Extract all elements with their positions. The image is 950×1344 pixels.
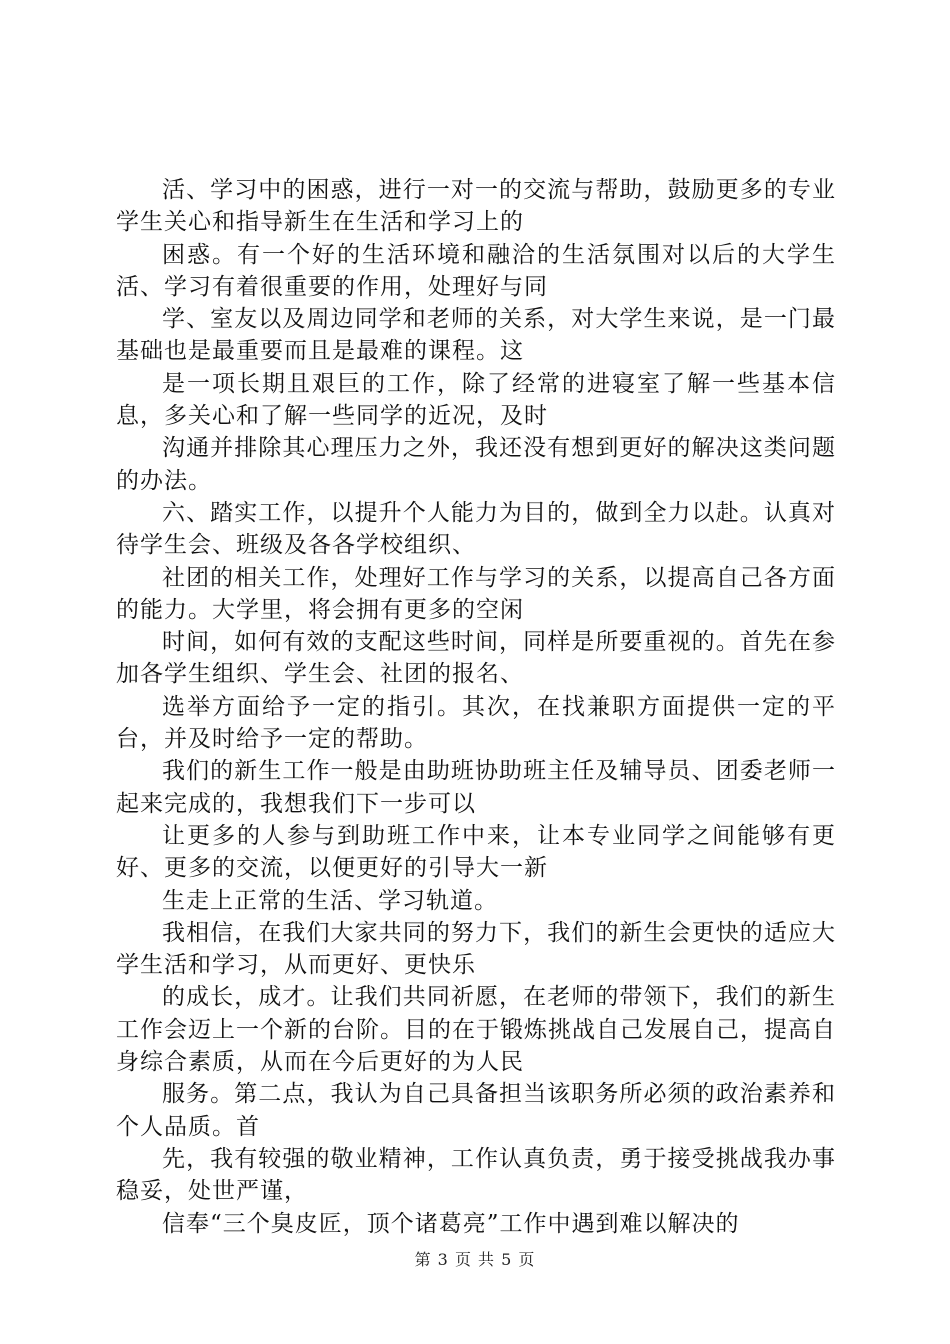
paragraph: 是一项长期且艰巨的工作，除了经常的进寝室了解一些基本信息，多关心和了解一些同学的近况，及时 (116, 370, 836, 430)
page-number-footer: 第 3 页 共 5 页 (414, 1250, 536, 1269)
paragraph: 信奉“三个臭皮匠，顶个诸葛亮”工作中遇到难以解决的 (162, 1210, 740, 1237)
paragraph: 我们的新生工作一般是由助班协助班主任及辅导员、团委老师一起来完成的，我想我们下一步可以 (116, 758, 836, 817)
paragraph: 时间，如何有效的支配这些时间，同样是所要重视的。首先在参加各学生组织、学生会、社团的报名、 (116, 629, 836, 688)
paragraph: 六、踏实工作，以提升个人能力为目的，做到全力以赴。认真对待学生会、班级及各各学校组织、 (116, 499, 836, 559)
paragraph: 困惑。有一个好的生活环境和融洽的生活氛围对以后的大学生活、学习有着很重要的作用，处理好与同 (116, 241, 836, 300)
paragraph: 生走上正常的生活、学习轨道。 (162, 887, 498, 914)
paragraph: 的成长，成才。让我们共同祈愿，在老师的带领下，我们的新生工作会迈上一个新的台阶。目的在于锻炼挑战自己发展自己，提高自身综合素质，从而在今后更好的为人民 (116, 984, 836, 1076)
paragraph: 活、学习中的困惑，进行一对一的交流与帮助，鼓励更多的专业学生关心和指导新生在生活和学习上的 (116, 177, 836, 236)
document-body (116, 174, 836, 1240)
paragraph: 沟通并排除其心理压力之外，我还没有想到更好的解决这类问题的办法。 (116, 435, 836, 494)
paragraph: 让更多的人参与到助班工作中来，让本专业同学之间能够有更好、更多的交流，以便更好的引导大一新 (116, 822, 836, 882)
paragraph: 社团的相关工作，处理好工作与学习的关系，以提高自己各方面的能力。大学里，将会拥有更多的空闲 (116, 564, 836, 623)
paragraph: 学、室友以及周边同学和老师的关系，对大学生来说，是一门最基础也是最重要而且是最难的课程。这 (116, 306, 836, 365)
paragraph: 选举方面给予一定的指引。其次，在找兼职方面提供一定的平台，并及时给予一定的帮助。 (116, 693, 836, 753)
paragraph: 我相信，在我们大家共同的努力下，我们的新生会更快的适应大学生活和学习，从而更好、更快乐 (116, 919, 836, 979)
paragraph: 服务。第二点，我认为自己具备担当该职务所必须的政治素养和个人品质。首 (116, 1081, 836, 1140)
paragraph: 先，我有较强的敬业精神，工作认真负责，勇于接受挑战我办事稳妥，处世严谨， (116, 1145, 836, 1205)
